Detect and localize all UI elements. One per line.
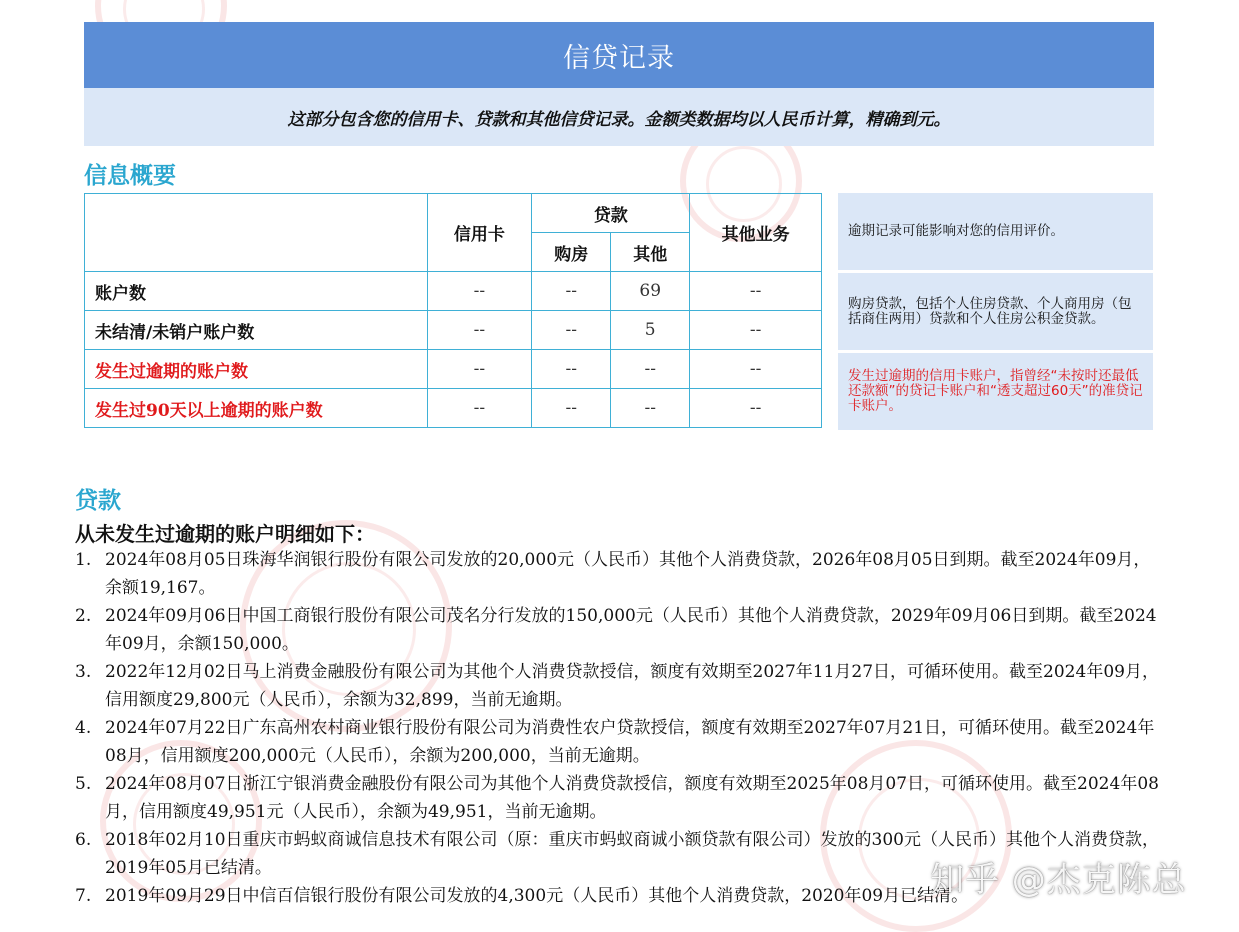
overview-header-row xyxy=(85,194,822,233)
cell-value: -- xyxy=(532,272,611,311)
cell-value: -- xyxy=(427,311,532,350)
note-text: 发生过逾期的信用卡账户，指曾经“未按时还最低还款额”的贷记卡账户和“透支超过60天”的准贷记卡账户。 xyxy=(848,368,1143,414)
cell-value: -- xyxy=(427,389,532,428)
loans-subheading: 从未发生过逾期的账户明细如下： xyxy=(75,522,375,546)
overview-table xyxy=(84,193,822,428)
note-housing-loan xyxy=(838,273,1153,350)
cell-value: -- xyxy=(532,311,611,350)
list-item-text: 2019年09月29日中信百信银行股份有限公司发放的4,300元（人民币）其他个人消费贷款，2020年09月已结清。 xyxy=(105,886,969,906)
loans-title: 贷款 xyxy=(75,488,121,514)
cell-value: -- xyxy=(690,311,822,350)
report-section-header xyxy=(84,22,1154,88)
zhihu-watermark: 知乎 @杰克陈总 xyxy=(930,860,1187,900)
row-label-overdue-accounts: 发生过逾期的账户数 xyxy=(85,350,428,389)
col-loan-housing: 购房 xyxy=(532,233,611,272)
cell-value: -- xyxy=(532,389,611,428)
page-title: 信贷记录 xyxy=(563,42,675,74)
section-description-text: 这部分包含您的信用卡、贷款和其他信贷记录。金额类数据均以人民币计算，精确到元。 xyxy=(287,109,951,130)
row-label-open-accounts: 未结清/未销户账户数 xyxy=(85,311,428,350)
list-item-number: 2. xyxy=(75,606,92,626)
list-item-number: 6. xyxy=(75,830,92,850)
list-item-text: 2024年07月22日广东高州农村商业银行股份有限公司为消费性农户贷款授信，额度有效期至2027年07月21日，可循环使用。截至2024年08月，信用额度200,000元（人民币），余额为200,000，当前无逾期。 xyxy=(105,718,1155,766)
note-text: 逾期记录可能影响对您的信用评价。 xyxy=(848,223,1064,239)
list-item-number: 1. xyxy=(75,550,92,570)
cell-value: -- xyxy=(427,272,532,311)
cell-value: -- xyxy=(611,389,690,428)
list-item xyxy=(75,770,1165,826)
cell-value: 69 xyxy=(611,272,690,311)
col-loan: 贷款 xyxy=(532,194,690,233)
section-description xyxy=(84,88,1154,146)
cell-value: -- xyxy=(532,350,611,389)
table-row xyxy=(85,311,822,350)
row-label-overdue-90-accounts: 发生过90天以上逾期的账户数 xyxy=(85,389,428,428)
list-item xyxy=(75,602,1165,658)
list-item-number: 7. xyxy=(75,886,92,906)
note-overdue-definition xyxy=(838,353,1153,430)
cell-value: -- xyxy=(427,350,532,389)
col-credit-card: 信用卡 xyxy=(427,194,532,272)
list-item xyxy=(75,658,1165,714)
cell-value: 5 xyxy=(611,311,690,350)
overview-corner-cell xyxy=(85,194,428,272)
note-overdue-impact xyxy=(838,193,1153,270)
col-other-business: 其他业务 xyxy=(690,194,822,272)
list-item xyxy=(75,546,1165,602)
col-loan-other: 其他 xyxy=(611,233,690,272)
list-item-text: 2024年09月06日中国工商银行股份有限公司茂名分行发放的150,000元（人民币）其他个人消费贷款，2029年09月06日到期。截至2024年09月，余额150,000。 xyxy=(105,606,1157,654)
cell-value: -- xyxy=(690,389,822,428)
list-item-text: 2018年02月10日重庆市蚂蚁商诚信息技术有限公司（原：重庆市蚂蚁商诚小额贷款有限公司）发放的300元（人民币）其他个人消费贷款，2019年05月已结清。 xyxy=(105,830,1159,878)
cell-value: -- xyxy=(690,272,822,311)
cell-value: -- xyxy=(611,350,690,389)
list-item-number: 5. xyxy=(75,774,92,794)
list-item-text: 2022年12月02日马上消费金融股份有限公司为其他个人消费贷款授信，额度有效期至2027年11月27日，可循环使用。截至2024年09月，信用额度29,800元（人民币），余额为32,899，当前无逾期。 xyxy=(105,662,1159,710)
cell-value: -- xyxy=(690,350,822,389)
list-item-number: 4. xyxy=(75,718,92,738)
table-row xyxy=(85,350,822,389)
table-row xyxy=(85,272,822,311)
note-text: 购房贷款，包括个人住房贷款、个人商用房（包括商住两用）贷款和个人住房公积金贷款。 xyxy=(848,295,1132,327)
overview-title: 信息概要 xyxy=(84,163,176,189)
list-item-text: 2024年08月07日浙江宁银消费金融股份有限公司为其他个人消费贷款授信，额度有效期至2025年08月07日，可循环使用。截至2024年08月，信用额度49,951元（人民币），余额为49,951，当前无逾期。 xyxy=(105,774,1159,822)
row-label-account-count: 账户数 xyxy=(85,272,428,311)
table-row xyxy=(85,389,822,428)
list-item-number: 3. xyxy=(75,662,92,682)
list-item-text: 2024年08月05日珠海华润银行股份有限公司发放的20,000元（人民币）其他个人消费贷款，2026年08月05日到期。截至2024年09月，余额19,167。 xyxy=(105,550,1151,598)
list-item xyxy=(75,714,1165,770)
